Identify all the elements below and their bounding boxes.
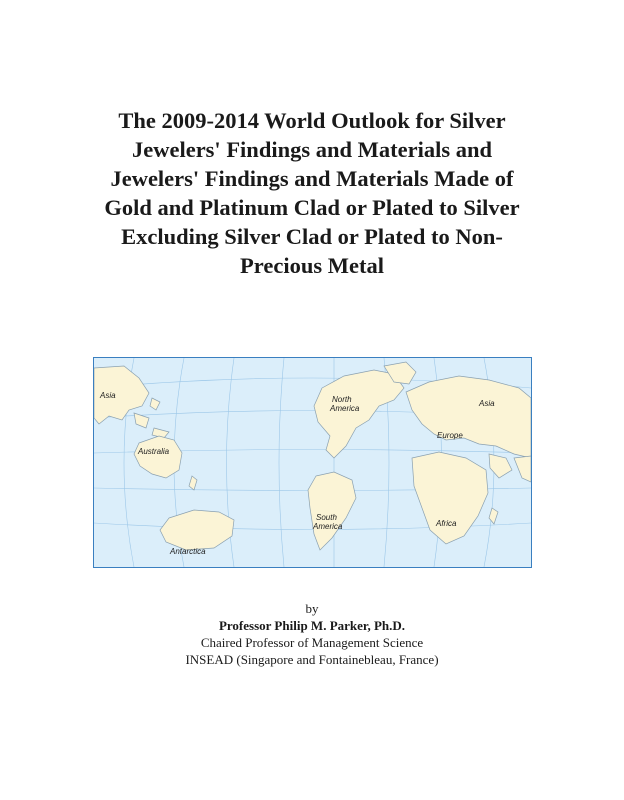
label-asia-left: Asia xyxy=(100,391,116,400)
label-south-america-2: America xyxy=(313,522,343,531)
label-antarctica: Antarctica xyxy=(170,547,206,556)
label-europe: Europe xyxy=(437,431,463,440)
label-north-america-1: North xyxy=(332,395,352,404)
title-line: Excluding Silver Clad or Plated to Non- xyxy=(121,224,503,249)
world-map-graphic xyxy=(94,358,531,567)
label-australia: Australia xyxy=(138,447,170,456)
label-north-america-2: America xyxy=(330,404,360,413)
title-line: The 2009-2014 World Outlook for Silver xyxy=(118,108,506,133)
byline xyxy=(0,600,624,668)
title-line: Jewelers' Findings and Materials and xyxy=(131,137,492,162)
title-line: Jewelers' Findings and Materials Made of xyxy=(110,166,514,191)
book-title xyxy=(40,106,584,280)
title-line: Gold and Platinum Clad or Plated to Silver xyxy=(104,195,520,220)
world-map xyxy=(93,357,532,568)
author-name: Professor Philip M. Parker, Ph.D. xyxy=(218,618,406,633)
title-line: Precious Metal xyxy=(240,253,384,278)
byline-by: by xyxy=(305,601,319,616)
label-africa: Africa xyxy=(436,519,457,528)
label-asia-right: Asia xyxy=(479,399,495,408)
author-position: Chaired Professor of Management Science xyxy=(200,635,424,650)
author-affiliation: INSEAD (Singapore and Fontainebleau, France) xyxy=(185,652,439,667)
label-south-america-1: South xyxy=(316,513,337,522)
